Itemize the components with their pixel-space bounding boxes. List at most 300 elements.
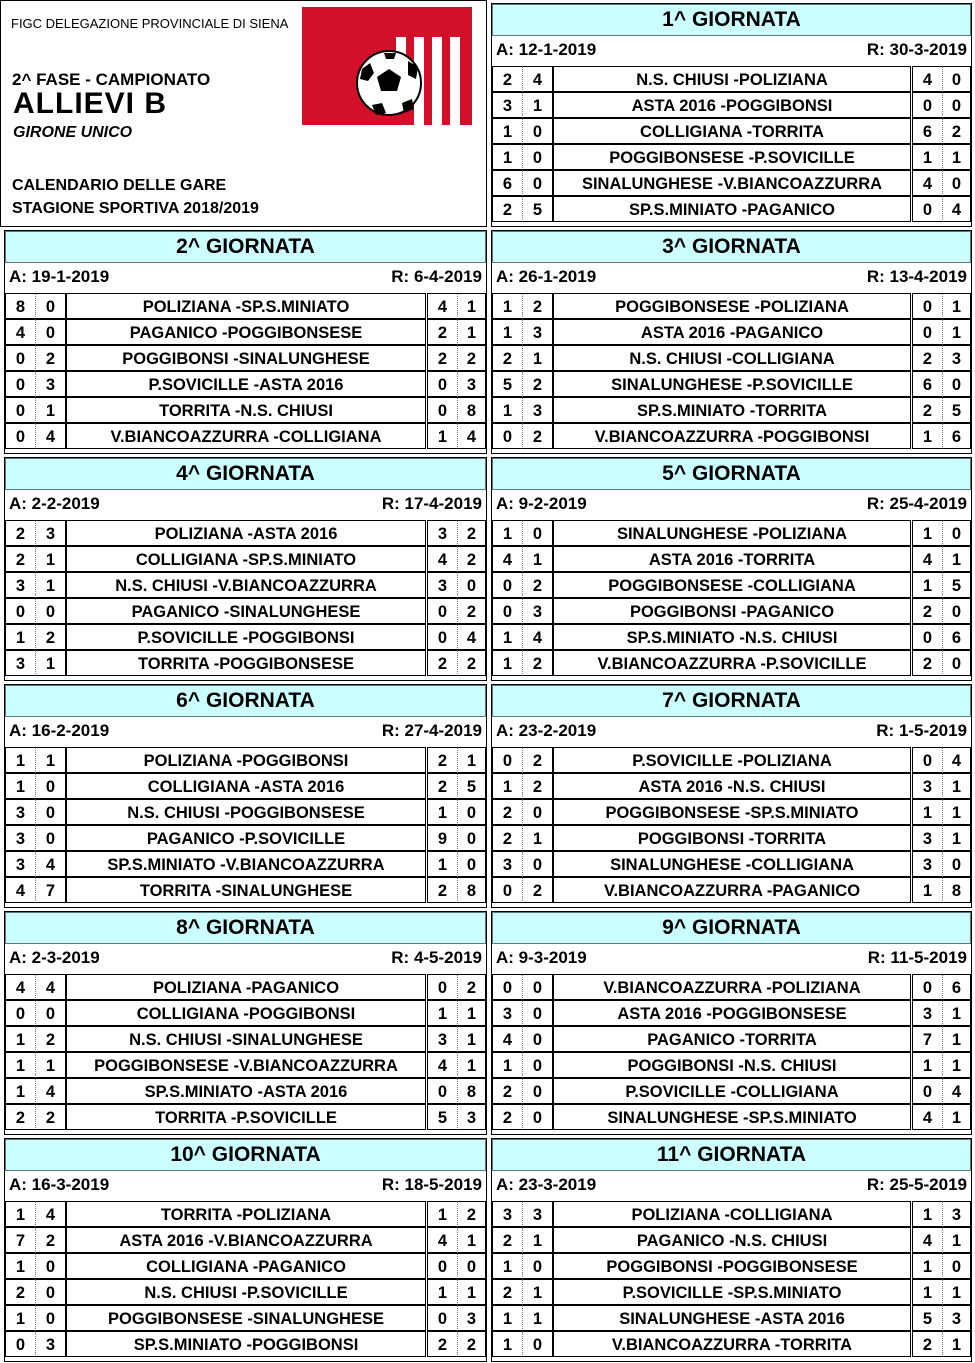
ritorno-away-score: 1 — [942, 773, 971, 799]
match-row — [492, 598, 971, 624]
match-teams: POGGIBONSESE -SINALUNGHESE — [66, 1305, 426, 1331]
match-teams: N.S. CHIUSI -COLLIGIANA — [553, 345, 911, 371]
ritorno-home-score: 1 — [912, 1279, 942, 1305]
match-row — [5, 624, 486, 650]
andata-away-score: 3 — [522, 397, 553, 423]
ritorno-away-score: 2 — [457, 546, 486, 572]
match-teams: POLIZIANA -ASTA 2016 — [66, 520, 426, 546]
ritorno-away-score: 1 — [942, 1279, 971, 1305]
match-teams: POGGIBONSI -TORRITA — [553, 825, 911, 851]
andata-date: A: 2-3-2019 — [9, 948, 100, 967]
round-title: 11^ GIORNATA — [492, 1139, 971, 1171]
round-title: 6^ GIORNATA — [5, 685, 486, 717]
match-teams: V.BIANCOAZZURRA -POGGIBONSI — [553, 423, 911, 449]
match-row — [492, 825, 971, 851]
andata-date: A: 12-1-2019 — [496, 40, 597, 59]
andata-away-score: 3 — [522, 319, 553, 345]
ritorno-away-score: 2 — [457, 345, 486, 371]
ritorno-home-score: 0 — [912, 974, 942, 1000]
andata-home-score: 1 — [492, 293, 522, 319]
match-teams: POGGIBONSI -N.S. CHIUSI — [553, 1052, 911, 1078]
andata-away-score: 1 — [522, 92, 553, 118]
andata-home-score: 4 — [492, 1026, 522, 1052]
andata-away-score: 2 — [522, 773, 553, 799]
match-teams: ASTA 2016 -TORRITA — [553, 546, 911, 572]
match-teams: COLLIGIANA -PAGANICO — [66, 1253, 426, 1279]
round-dates — [5, 267, 486, 287]
ritorno-away-score: 5 — [942, 572, 971, 598]
match-teams: SP.S.MINIATO -PAGANICO — [553, 196, 911, 222]
ritorno-home-score: 1 — [427, 851, 457, 877]
match-teams: V.BIANCOAZZURRA -PAGANICO — [553, 877, 911, 903]
ritorno-home-score: 0 — [912, 92, 942, 118]
match-teams: SP.S.MINIATO -V.BIANCOAZZURRA — [66, 851, 426, 877]
round-title: 3^ GIORNATA — [492, 231, 971, 263]
andata-away-score: 2 — [35, 345, 66, 371]
round-dates — [492, 1175, 971, 1195]
ritorno-away-score: 0 — [942, 371, 971, 397]
ritorno-date: R: 13-4-2019 — [866, 267, 967, 286]
andata-home-score: 1 — [492, 319, 522, 345]
andata-home-score: 1 — [492, 624, 522, 650]
ritorno-home-score: 2 — [912, 598, 942, 624]
andata-home-score: 1 — [492, 1052, 522, 1078]
ritorno-home-score: 1 — [427, 1000, 457, 1026]
match-row — [5, 598, 486, 624]
match-teams: SINALUNGHESE -COLLIGIANA — [553, 851, 911, 877]
ritorno-home-score: 1 — [912, 520, 942, 546]
andata-home-score: 0 — [5, 397, 35, 423]
match-row — [5, 650, 486, 676]
ritorno-away-score: 1 — [942, 1104, 971, 1130]
ritorno-home-score: 2 — [912, 1331, 942, 1357]
ritorno-home-score: 0 — [427, 371, 457, 397]
andata-home-score: 0 — [492, 598, 522, 624]
andata-away-score: 4 — [35, 974, 66, 1000]
andata-home-score: 0 — [5, 423, 35, 449]
match-teams: P.SOVICILLE -POLIZIANA — [553, 747, 911, 773]
ritorno-home-score: 3 — [912, 825, 942, 851]
ritorno-away-score: 0 — [942, 520, 971, 546]
andata-away-score: 2 — [522, 650, 553, 676]
ritorno-home-score: 1 — [912, 423, 942, 449]
andata-away-score: 1 — [35, 1052, 66, 1078]
match-teams: ASTA 2016 -POGGIBONSESE — [553, 1000, 911, 1026]
ritorno-away-score: 6 — [942, 624, 971, 650]
andata-away-score: 5 — [522, 196, 553, 222]
ritorno-away-score: 1 — [457, 1279, 486, 1305]
ritorno-away-score: 1 — [942, 319, 971, 345]
ritorno-home-score: 2 — [427, 1331, 457, 1357]
ritorno-date: R: 17-4-2019 — [381, 494, 482, 513]
round-dates — [492, 267, 971, 287]
ritorno-away-score: 0 — [457, 799, 486, 825]
match-teams: N.S. CHIUSI -V.BIANCOAZZURRA — [66, 572, 426, 598]
andata-home-score: 0 — [492, 974, 522, 1000]
round-9 — [491, 911, 972, 1135]
andata-away-score: 1 — [522, 1279, 553, 1305]
match-teams: COLLIGIANA -ASTA 2016 — [66, 773, 426, 799]
andata-away-score: 0 — [522, 1253, 553, 1279]
ritorno-away-score: 1 — [942, 546, 971, 572]
match-teams: SP.S.MINIATO -N.S. CHIUSI — [553, 624, 911, 650]
andata-home-score: 2 — [492, 1279, 522, 1305]
andata-home-score: 2 — [492, 345, 522, 371]
andata-home-score: 0 — [492, 572, 522, 598]
ritorno-away-score: 8 — [942, 877, 971, 903]
andata-away-score: 0 — [35, 293, 66, 319]
ritorno-away-score: 1 — [942, 293, 971, 319]
match-teams: PAGANICO -SINALUNGHESE — [66, 598, 426, 624]
ritorno-home-score: 2 — [427, 650, 457, 676]
ritorno-home-score: 2 — [427, 877, 457, 903]
andata-away-score: 2 — [522, 293, 553, 319]
match-teams: TORRITA -POGGIBONSESE — [66, 650, 426, 676]
match-teams: SP.S.MINIATO -POGGIBONSI — [66, 1331, 426, 1357]
ritorno-home-score: 3 — [427, 520, 457, 546]
match-teams: N.S. CHIUSI -P.SOVICILLE — [66, 1279, 426, 1305]
round-2 — [4, 230, 487, 454]
ritorno-away-score: 1 — [457, 293, 486, 319]
match-teams: POGGIBONSESE -COLLIGIANA — [553, 572, 911, 598]
round-4 — [4, 457, 487, 681]
ritorno-home-score: 0 — [912, 293, 942, 319]
ritorno-away-score: 4 — [942, 747, 971, 773]
round-7 — [491, 684, 972, 908]
match-teams: SP.S.MINIATO -TORRITA — [553, 397, 911, 423]
andata-home-score: 3 — [5, 825, 35, 851]
andata-home-score: 3 — [5, 799, 35, 825]
match-row — [492, 1227, 971, 1253]
ritorno-home-score: 4 — [912, 170, 942, 196]
andata-home-score: 2 — [492, 1078, 522, 1104]
andata-home-score: 1 — [5, 1052, 35, 1078]
match-teams: V.BIANCOAZZURRA -COLLIGIANA — [66, 423, 426, 449]
ritorno-away-score: 2 — [457, 520, 486, 546]
round-5 — [491, 457, 972, 681]
match-row — [492, 572, 971, 598]
andata-away-score: 0 — [35, 799, 66, 825]
ritorno-date: R: 11-5-2019 — [867, 948, 967, 967]
ritorno-away-score: 8 — [457, 397, 486, 423]
andata-home-score: 1 — [5, 624, 35, 650]
andata-away-score: 0 — [522, 520, 553, 546]
match-teams: SP.S.MINIATO -ASTA 2016 — [66, 1078, 426, 1104]
ritorno-home-score: 2 — [427, 773, 457, 799]
season-label: STAGIONE SPORTIVA 2018/2019 — [12, 200, 259, 217]
andata-away-score: 0 — [522, 1052, 553, 1078]
andata-home-score: 4 — [5, 877, 35, 903]
ritorno-home-score: 1 — [912, 144, 942, 170]
match-row — [492, 345, 971, 371]
ritorno-away-score: 0 — [942, 66, 971, 92]
match-row — [5, 1000, 486, 1026]
andata-away-score: 0 — [35, 1279, 66, 1305]
ritorno-date: R: 25-4-2019 — [866, 494, 967, 513]
ritorno-away-score: 1 — [942, 1052, 971, 1078]
ritorno-home-score: 1 — [912, 1253, 942, 1279]
andata-away-score: 0 — [35, 773, 66, 799]
match-teams: PAGANICO -POGGIBONSESE — [66, 319, 426, 345]
match-row — [492, 1279, 971, 1305]
match-row — [5, 397, 486, 423]
match-teams: COLLIGIANA -SP.S.MINIATO — [66, 546, 426, 572]
andata-home-score: 1 — [5, 1253, 35, 1279]
match-teams: V.BIANCOAZZURRA -POLIZIANA — [553, 974, 911, 1000]
ritorno-date: R: 25-5-2019 — [866, 1175, 967, 1194]
match-teams: ASTA 2016 -V.BIANCOAZZURRA — [66, 1227, 426, 1253]
ritorno-home-score: 1 — [427, 1279, 457, 1305]
match-row — [492, 319, 971, 345]
ritorno-away-score: 1 — [457, 1052, 486, 1078]
andata-away-score: 0 — [35, 825, 66, 851]
round-dates — [492, 948, 971, 968]
round-title: 7^ GIORNATA — [492, 685, 971, 717]
andata-away-score: 1 — [35, 572, 66, 598]
round-title: 2^ GIORNATA — [5, 231, 486, 263]
match-row — [492, 1253, 971, 1279]
ritorno-away-score: 1 — [942, 1026, 971, 1052]
ritorno-home-score: 0 — [912, 1078, 942, 1104]
ritorno-away-score: 2 — [942, 118, 971, 144]
andata-home-score: 1 — [492, 773, 522, 799]
andata-home-score: 0 — [492, 747, 522, 773]
andata-home-score: 0 — [5, 345, 35, 371]
round-dates — [492, 494, 971, 514]
andata-home-score: 1 — [5, 773, 35, 799]
andata-home-score: 4 — [5, 319, 35, 345]
ritorno-home-score: 1 — [427, 1201, 457, 1227]
andata-home-score: 0 — [5, 598, 35, 624]
andata-date: A: 26-1-2019 — [496, 267, 597, 286]
round-11 — [491, 1138, 972, 1362]
ritorno-home-score: 2 — [427, 319, 457, 345]
andata-away-score: 0 — [522, 144, 553, 170]
match-teams: P.SOVICILLE -COLLIGIANA — [553, 1078, 911, 1104]
match-teams: ASTA 2016 -N.S. CHIUSI — [553, 773, 911, 799]
andata-home-score: 4 — [492, 546, 522, 572]
phase-label: 2^ FASE - CAMPIONATO — [12, 70, 211, 89]
andata-away-score: 0 — [35, 319, 66, 345]
ritorno-home-score: 0 — [912, 624, 942, 650]
ritorno-away-score: 0 — [457, 572, 486, 598]
ritorno-home-score: 0 — [427, 1078, 457, 1104]
andata-home-score: 6 — [492, 170, 522, 196]
andata-away-score: 0 — [522, 1000, 553, 1026]
ritorno-date: R: 30-3-2019 — [866, 40, 967, 59]
andata-away-score: 4 — [522, 66, 553, 92]
ritorno-away-score: 3 — [942, 1201, 971, 1227]
match-row — [5, 1253, 486, 1279]
andata-away-score: 2 — [522, 877, 553, 903]
ritorno-away-score: 2 — [457, 1331, 486, 1357]
match-row — [492, 144, 971, 170]
match-row — [492, 1201, 971, 1227]
andata-home-score: 3 — [5, 572, 35, 598]
andata-home-score: 1 — [5, 747, 35, 773]
match-row — [492, 118, 971, 144]
ritorno-away-score: 0 — [457, 825, 486, 851]
ritorno-home-score: 1 — [912, 1201, 942, 1227]
match-row — [5, 1026, 486, 1052]
andata-home-score: 5 — [492, 371, 522, 397]
round-dates — [5, 494, 486, 514]
ritorno-away-score: 2 — [457, 650, 486, 676]
match-row — [492, 1052, 971, 1078]
andata-away-score: 1 — [522, 1305, 553, 1331]
match-row — [492, 1000, 971, 1026]
ritorno-away-score: 6 — [942, 423, 971, 449]
ritorno-away-score: 1 — [942, 1000, 971, 1026]
match-row — [5, 546, 486, 572]
ritorno-home-score: 3 — [912, 1000, 942, 1026]
match-teams: N.S. CHIUSI -POLIZIANA — [553, 66, 911, 92]
match-teams: TORRITA -SINALUNGHESE — [66, 877, 426, 903]
match-row — [5, 1305, 486, 1331]
match-row — [492, 423, 971, 449]
andata-date: A: 9-3-2019 — [496, 948, 587, 967]
ritorno-date: R: 18-5-2019 — [381, 1175, 482, 1194]
ritorno-away-score: 2 — [457, 974, 486, 1000]
ritorno-home-score: 1 — [912, 877, 942, 903]
ritorno-home-score: 1 — [912, 1052, 942, 1078]
andata-home-score: 1 — [492, 397, 522, 423]
match-row — [5, 371, 486, 397]
andata-away-score: 2 — [522, 423, 553, 449]
match-row — [5, 773, 486, 799]
match-row — [492, 799, 971, 825]
andata-away-score: 2 — [35, 1104, 66, 1130]
ritorno-home-score: 2 — [912, 397, 942, 423]
andata-home-score: 0 — [492, 423, 522, 449]
match-row — [492, 397, 971, 423]
andata-home-score: 2 — [492, 1227, 522, 1253]
match-row — [5, 799, 486, 825]
ritorno-away-score: 1 — [457, 1227, 486, 1253]
andata-away-score: 3 — [522, 598, 553, 624]
andata-home-score: 1 — [492, 1253, 522, 1279]
round-dates — [492, 40, 971, 60]
ritorno-home-score: 4 — [912, 66, 942, 92]
match-row — [492, 1026, 971, 1052]
ritorno-home-score: 0 — [427, 624, 457, 650]
andata-away-score: 0 — [35, 1000, 66, 1026]
ritorno-away-score: 0 — [942, 1253, 971, 1279]
match-row — [5, 1201, 486, 1227]
match-teams: SINALUNGHESE -ASTA 2016 — [553, 1305, 911, 1331]
andata-away-score: 1 — [35, 747, 66, 773]
ritorno-away-score: 0 — [457, 1253, 486, 1279]
match-row — [492, 66, 971, 92]
andata-home-score: 1 — [492, 1331, 522, 1357]
ritorno-home-score: 4 — [427, 293, 457, 319]
andata-home-score: 2 — [492, 196, 522, 222]
ritorno-home-score: 7 — [912, 1026, 942, 1052]
round-6 — [4, 684, 487, 908]
ritorno-away-score: 4 — [942, 196, 971, 222]
andata-home-score: 2 — [5, 1279, 35, 1305]
match-teams: POGGIBONSESE -SP.S.MINIATO — [553, 799, 911, 825]
match-row — [492, 877, 971, 903]
match-row — [492, 773, 971, 799]
andata-away-score: 4 — [35, 1201, 66, 1227]
andata-away-score: 1 — [35, 650, 66, 676]
andata-away-score: 1 — [522, 1227, 553, 1253]
andata-away-score: 1 — [35, 397, 66, 423]
round-dates — [5, 1175, 486, 1195]
round-dates — [5, 721, 486, 741]
andata-away-score: 2 — [35, 1026, 66, 1052]
andata-date: A: 16-2-2019 — [9, 721, 110, 740]
match-row — [492, 196, 971, 222]
ritorno-home-score: 6 — [912, 118, 942, 144]
ritorno-home-score: 9 — [427, 825, 457, 851]
match-teams: POLIZIANA -COLLIGIANA — [553, 1201, 911, 1227]
ritorno-away-score: 1 — [457, 747, 486, 773]
ritorno-away-score: 1 — [457, 1026, 486, 1052]
ritorno-away-score: 1 — [942, 1331, 971, 1357]
match-teams: SINALUNGHESE -SP.S.MINIATO — [553, 1104, 911, 1130]
andata-home-score: 7 — [5, 1227, 35, 1253]
andata-away-score: 4 — [35, 851, 66, 877]
andata-home-score: 2 — [5, 546, 35, 572]
andata-away-score: 1 — [35, 546, 66, 572]
match-row — [5, 1227, 486, 1253]
ritorno-away-score: 2 — [457, 1201, 486, 1227]
match-teams: SINALUNGHESE -P.SOVICILLE — [553, 371, 911, 397]
round-3 — [491, 230, 972, 454]
match-row — [5, 345, 486, 371]
ritorno-home-score: 0 — [427, 598, 457, 624]
ritorno-away-score: 0 — [942, 92, 971, 118]
ritorno-away-score: 0 — [942, 598, 971, 624]
match-row — [492, 624, 971, 650]
figc-soccer-ball-logo — [302, 7, 472, 125]
round-8 — [4, 911, 487, 1135]
match-teams: SINALUNGHESE -V.BIANCOAZZURRA — [553, 170, 911, 196]
andata-home-score: 1 — [5, 1305, 35, 1331]
andata-home-score: 3 — [492, 1000, 522, 1026]
andata-away-score: 3 — [35, 371, 66, 397]
ritorno-date: R: 4-5-2019 — [391, 948, 482, 967]
andata-away-score: 3 — [522, 1201, 553, 1227]
match-row — [492, 371, 971, 397]
andata-home-score: 1 — [492, 1305, 522, 1331]
round-title: 10^ GIORNATA — [5, 1139, 486, 1171]
andata-home-score: 1 — [5, 1078, 35, 1104]
andata-home-score: 3 — [5, 851, 35, 877]
match-row — [5, 1052, 486, 1078]
match-row — [492, 747, 971, 773]
ritorno-away-score: 1 — [942, 1227, 971, 1253]
match-teams: PAGANICO -TORRITA — [553, 1026, 911, 1052]
match-row — [5, 747, 486, 773]
match-row — [492, 520, 971, 546]
andata-home-score: 1 — [5, 1026, 35, 1052]
ritorno-away-score: 2 — [457, 598, 486, 624]
andata-away-score: 0 — [35, 1305, 66, 1331]
match-row — [5, 423, 486, 449]
andata-home-score: 4 — [5, 974, 35, 1000]
ritorno-home-score: 5 — [912, 1305, 942, 1331]
ritorno-away-score: 4 — [942, 1078, 971, 1104]
match-teams: N.S. CHIUSI -SINALUNGHESE — [66, 1026, 426, 1052]
category-title: ALLIEVI B — [13, 87, 168, 120]
ritorno-home-score: 4 — [427, 1227, 457, 1253]
ritorno-home-score: 0 — [912, 319, 942, 345]
andata-home-score: 3 — [5, 650, 35, 676]
ritorno-home-score: 4 — [912, 546, 942, 572]
